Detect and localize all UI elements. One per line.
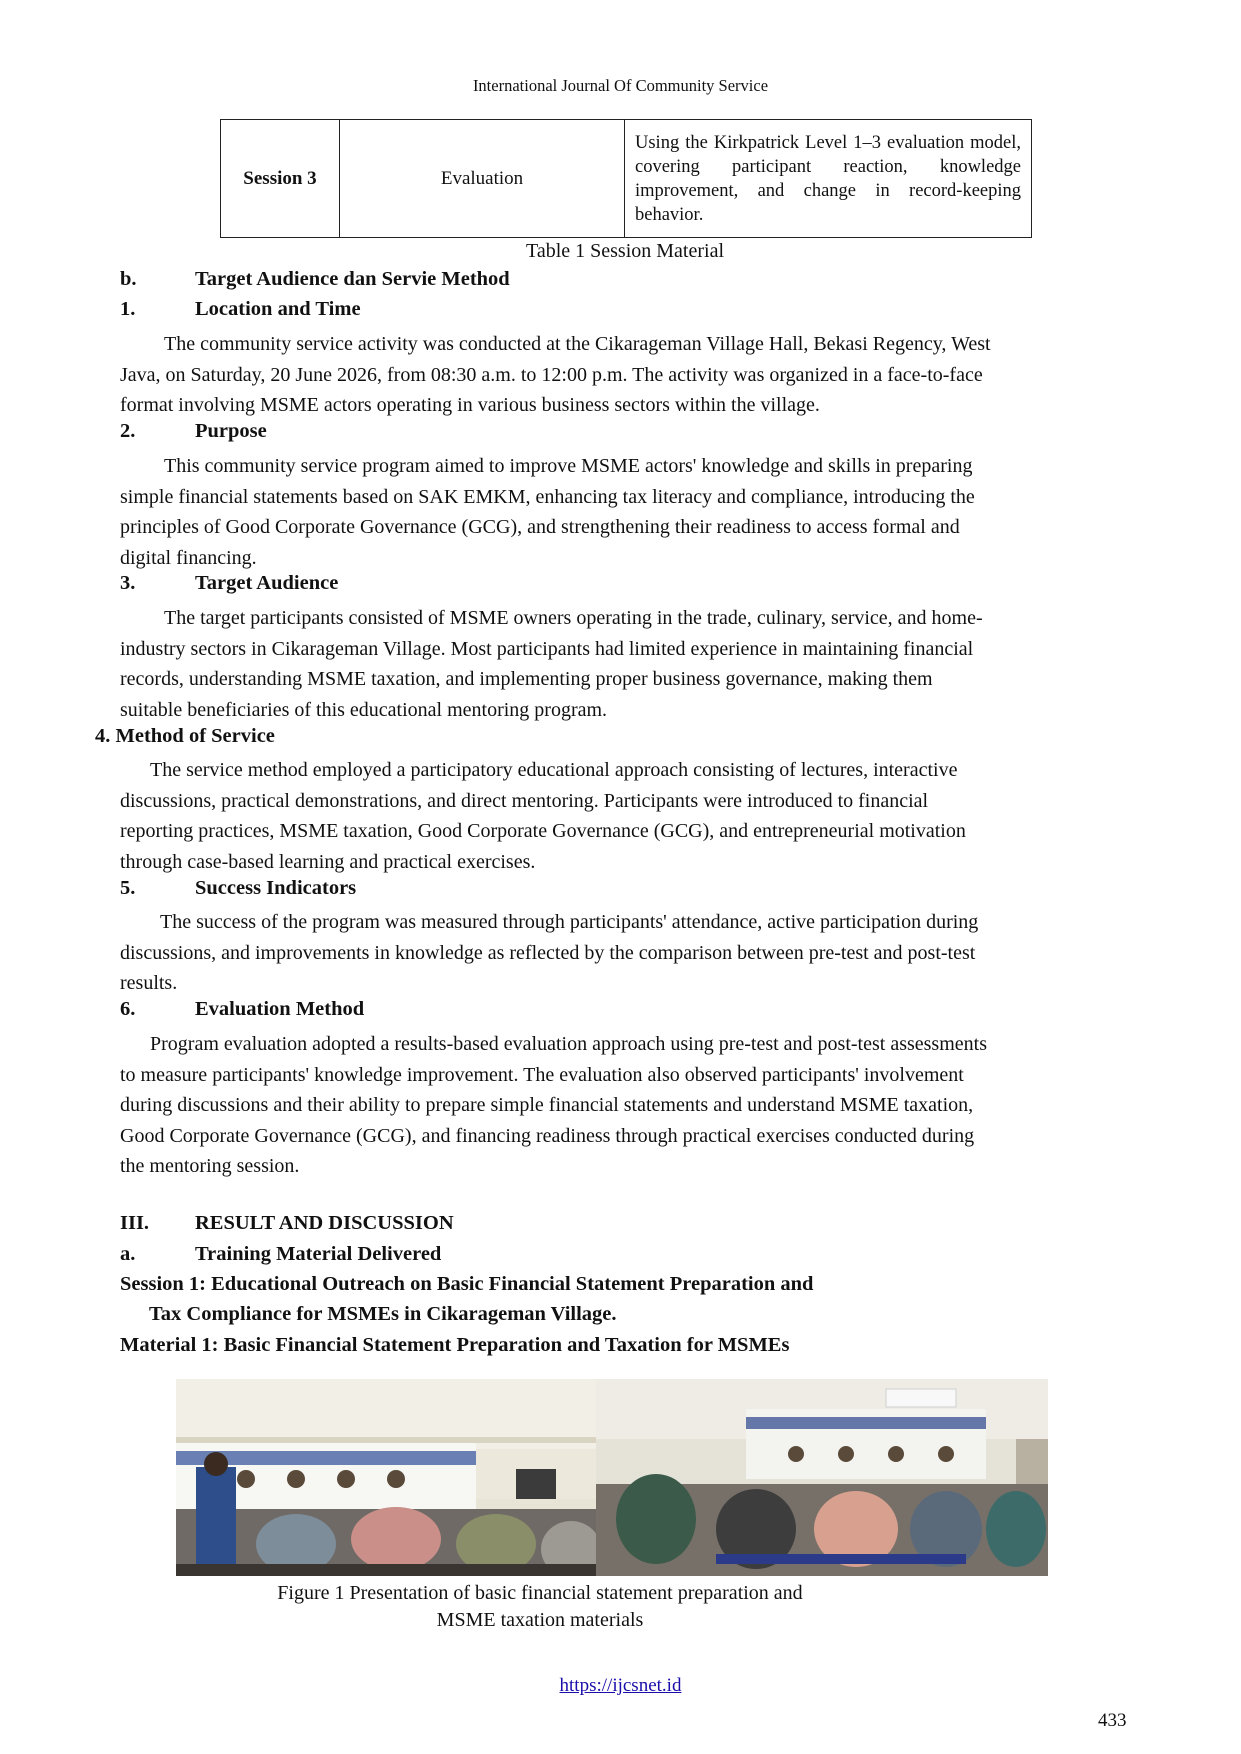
journal-url-link[interactable]: https://ijcsnet.id [559, 1675, 682, 1696]
subsection-title: Training Material Delivered [195, 1243, 442, 1265]
journal-header: International Journal Of Community Service [472, 76, 769, 95]
text-line: to measure participants' knowledge improvement. The evaluation also observed participants' involvement [120, 1063, 964, 1086]
subsection-title: Location and Time [195, 298, 361, 320]
table-row [221, 120, 1032, 238]
text-line: simple financial statements based on SAK EMKM, enhancing tax literacy and compliance, introducing the [120, 485, 975, 508]
subsection-number: 3. [120, 572, 136, 594]
description-cell: Using the Kirkpatrick Level 1–3 evaluation model, covering participant reaction, knowledge improvement, and change in record-keeping behavior. [625, 120, 1032, 238]
subsection-label: a. [120, 1243, 136, 1265]
text-line: The target participants consisted of MSME owners operating in the trade, culinary, service, and home- [164, 607, 983, 629]
paragraph-method-of-service [120, 755, 1134, 877]
caption-line: Figure 1 Presentation of basic financial statement preparation and [277, 1582, 803, 1604]
section-title: RESULT AND DISCUSSION [195, 1212, 454, 1234]
subsection-title: Target Audience [195, 572, 339, 594]
text-line: suitable beneficiaries of this educational mentoring program. [120, 698, 608, 721]
text-line: Java, on Saturday, 20 June 2026, from 08:30 a.m. to 12:00 p.m. The activity was organized in a face-to-face [120, 363, 983, 386]
text-line: results. [120, 972, 178, 994]
photo-right [596, 1379, 1048, 1576]
photo-left [176, 1379, 596, 1576]
text-line: industry sectors in Cikarageman Village. Most participants had limited experience in maintaining financial [120, 637, 974, 660]
subsection-number: 5. [120, 877, 136, 899]
subsection-number: 1. [120, 298, 136, 320]
session-cell: Session 3 [221, 120, 340, 238]
text-line: principles of Good Corporate Governance (GCG), and strengthening their readiness to access formal and [120, 516, 960, 538]
paragraph-target-audience [120, 603, 1134, 725]
subsection-number: 6. [120, 998, 136, 1020]
paragraph-location-time [120, 329, 1134, 421]
topic-cell: Evaluation [340, 120, 625, 238]
text-line: the mentoring session. [120, 1155, 300, 1177]
session1-title-line2: Tax Compliance for MSMEs in Cikarageman Village. [149, 1303, 617, 1325]
table-caption: Table 1 Session Material [526, 240, 724, 262]
text-line: format involving MSME actors operating in various business sectors within the village. [120, 394, 820, 416]
text-line: Program evaluation adopted a results-based evaluation approach using pre-test and post-test assessments [150, 1033, 987, 1055]
text-line: This community service program aimed to improve MSME actors' knowledge and skills in preparing [164, 455, 973, 477]
paragraph-evaluation-method [120, 1029, 1134, 1182]
subsection-title: Evaluation Method [195, 998, 365, 1020]
material1-title: Material 1: Basic Financial Statement Preparation and Taxation for MSMEs [120, 1334, 790, 1356]
subsection-title: Success Indicators [195, 877, 357, 899]
text-line: discussions, and improvements in knowledge as reflected by the comparison between pre-test and post-test [120, 941, 976, 964]
section-title: Target Audience dan Servie Method [195, 268, 510, 290]
figure-photos [176, 1379, 1048, 1576]
subsection-number: 4. [95, 725, 111, 747]
text-line: discussions, practical demonstrations, and direct mentoring. Participants were introduced to financial [120, 789, 929, 812]
text-line: The service method employed a participatory educational approach consisting of lectures, interactive [150, 759, 958, 781]
paragraph-success-indicators [120, 907, 1134, 999]
caption-line: MSME taxation materials [436, 1609, 644, 1631]
text-line: records, understanding MSME taxation, and implementing proper business governance, making them [120, 668, 933, 690]
section-label: III. [120, 1212, 150, 1234]
page-number: 433 [1098, 1710, 1127, 1731]
text-line: The community service activity was conducted at the Cikarageman Village Hall, Bekasi Regency, West [164, 333, 991, 355]
subsection-number: 2. [120, 420, 136, 442]
subsection-title: Method of Service [115, 725, 275, 747]
session-material-table [220, 119, 1032, 238]
text-line: digital financing. [120, 546, 257, 569]
section-label: b. [120, 268, 137, 290]
subsection-title: Purpose [195, 420, 267, 442]
text-line: reporting practices, MSME taxation, Good Corporate Governance (GCG), and entrepreneurial motivation [120, 820, 966, 842]
text-line: Good Corporate Governance (GCG), and financing readiness through practical exercises conducted during [120, 1124, 975, 1147]
figure-caption [200, 1580, 880, 1634]
subsection-heading [95, 725, 275, 748]
text-line: The success of the program was measured through participants' attendance, active participation during [160, 911, 979, 933]
text-line: during discussions and their ability to prepare simple financial statements and understand MSME taxation, [120, 1094, 974, 1116]
text-line: through case-based learning and practical exercises. [120, 850, 536, 873]
session1-title-line1: Session 1: Educational Outreach on Basic Financial Statement Preparation and [120, 1273, 814, 1295]
paragraph-purpose [120, 451, 1134, 573]
